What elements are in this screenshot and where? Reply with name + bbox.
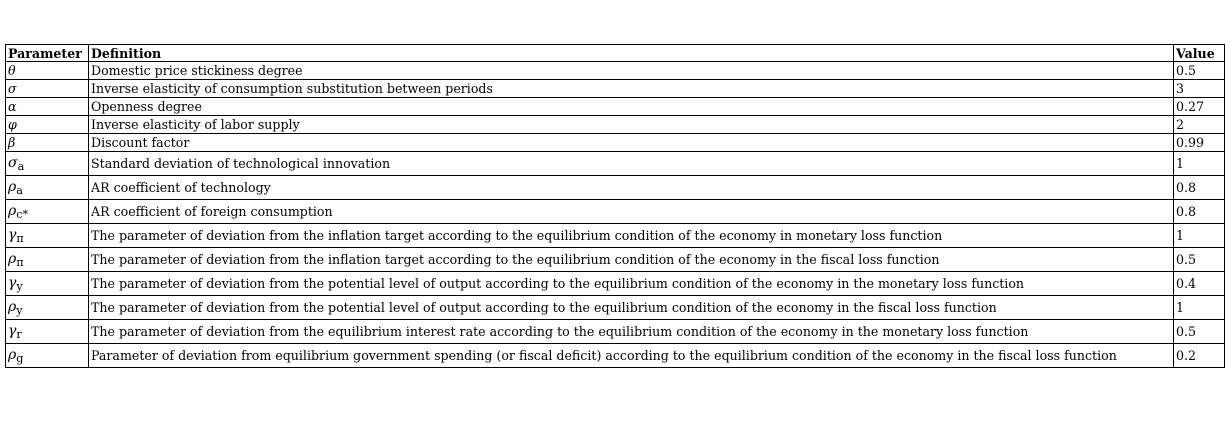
value-cell: 1	[1174, 296, 1225, 320]
symbol-base: α	[8, 99, 17, 114]
value-cell: 0.5	[1174, 248, 1225, 272]
table-body	[6, 62, 1225, 368]
parameter-symbol	[8, 203, 28, 219]
definition-cell: Parameter of deviation from equilibrium government spending (or fiscal deficit) according to the equilibrium condition of the economy in the fiscal loss function	[89, 344, 1174, 368]
definition-cell: The parameter of deviation from the inflation target according to the equilibrium condition of the economy in the fiscal loss function	[89, 248, 1174, 272]
definition-cell: AR coefficient of technology	[89, 176, 1174, 200]
parameter-symbol	[8, 299, 23, 315]
value-cell: 1	[1174, 152, 1225, 176]
parameter-cell	[6, 224, 89, 248]
table-row	[6, 80, 1225, 98]
symbol-base: θ	[8, 63, 16, 78]
parameter-symbol	[8, 347, 23, 363]
parameter-symbol	[8, 227, 24, 243]
parameter-cell	[6, 176, 89, 200]
value-cell: 2	[1174, 116, 1225, 134]
symbol-base: ρ	[8, 202, 17, 219]
symbol-subscript: c*	[16, 207, 29, 221]
table-row	[6, 176, 1225, 200]
parameter-cell	[6, 320, 89, 344]
parameter-symbol	[8, 179, 23, 195]
definition-cell: The parameter of deviation from the inflation target according to the equilibrium condition of the economy in monetary loss function	[89, 224, 1174, 248]
parameter-cell	[6, 152, 89, 176]
table-row	[6, 134, 1225, 152]
parameter-symbol	[8, 117, 17, 132]
parameter-cell	[6, 98, 89, 116]
table-row	[6, 320, 1225, 344]
value-cell: 0.5	[1174, 62, 1225, 80]
symbol-subscript: g	[16, 351, 24, 365]
table-row	[6, 116, 1225, 134]
value-cell: 0.8	[1174, 176, 1225, 200]
parameter-cell	[6, 80, 89, 98]
value-cell: 0.8	[1174, 200, 1225, 224]
value-cell: 0.2	[1174, 344, 1225, 368]
definition-cell: Inverse elasticity of consumption substitution between periods	[89, 80, 1174, 98]
table-row	[6, 224, 1225, 248]
parameter-cell	[6, 200, 89, 224]
parameter-symbol	[8, 63, 16, 78]
definition-cell: Openness degree	[89, 98, 1174, 116]
symbol-base: φ	[8, 117, 17, 132]
parameter-cell	[6, 116, 89, 134]
parameter-cell	[6, 134, 89, 152]
symbol-subscript: π	[16, 255, 24, 269]
parameter-symbol	[8, 81, 17, 96]
definition-cell: The parameter of deviation from the equilibrium interest rate according to the equilibrium condition of the economy in the monetary loss function	[89, 320, 1174, 344]
table-row	[6, 248, 1225, 272]
symbol-subscript: y	[16, 303, 23, 317]
parameter-symbol	[8, 323, 22, 339]
definition-cell: The parameter of deviation from the potential level of output according to the equilibrium condition of the economy in the monetary loss function	[89, 272, 1174, 296]
value-cell: 0.27	[1174, 98, 1225, 116]
header-value: Value	[1174, 45, 1225, 62]
parameter-cell	[6, 296, 89, 320]
table-row	[6, 272, 1225, 296]
definition-cell: The parameter of deviation from the potential level of output according to the equilibrium condition of the economy in the fiscal loss function	[89, 296, 1174, 320]
symbol-base: ρ	[8, 298, 17, 315]
value-cell: 0.99	[1174, 134, 1225, 152]
table-row	[6, 62, 1225, 80]
table-row	[6, 200, 1225, 224]
value-cell: 1	[1174, 224, 1225, 248]
symbol-subscript: π	[16, 231, 24, 245]
parameter-cell	[6, 62, 89, 80]
definition-cell: Domestic price stickiness degree	[89, 62, 1174, 80]
symbol-subscript: a	[17, 159, 25, 173]
table-row	[6, 296, 1225, 320]
header-definition: Definition	[89, 45, 1174, 62]
parameter-cell	[6, 248, 89, 272]
header-parameter: Parameter	[6, 45, 89, 62]
symbol-base: ρ	[8, 250, 17, 267]
symbol-base: β	[8, 135, 16, 150]
value-cell: 3	[1174, 80, 1225, 98]
parameter-table	[5, 44, 1225, 368]
symbol-base: σ	[8, 81, 17, 96]
symbol-base: ρ	[8, 346, 17, 363]
symbol-subscript: a	[16, 183, 23, 197]
value-cell: 0.4	[1174, 272, 1225, 296]
symbol-base: γ	[8, 322, 17, 339]
parameter-symbol	[8, 275, 23, 291]
parameter-symbol	[8, 135, 15, 150]
table-row	[6, 344, 1225, 368]
symbol-base: σ	[8, 154, 18, 171]
parameter-symbol	[8, 99, 17, 114]
parameter-symbol	[8, 251, 24, 267]
symbol-subscript: r	[16, 327, 22, 341]
symbol-base: γ	[8, 274, 17, 291]
parameter-symbol	[8, 155, 24, 171]
definition-cell: AR coefficient of foreign consumption	[89, 200, 1174, 224]
definition-cell: Standard deviation of technological innovation	[89, 152, 1174, 176]
symbol-base: γ	[8, 226, 17, 243]
symbol-base: ρ	[8, 178, 17, 195]
header-row	[6, 45, 1225, 62]
definition-cell: Inverse elasticity of labor supply	[89, 116, 1174, 134]
table-row	[6, 98, 1225, 116]
symbol-subscript: y	[16, 279, 23, 293]
table-row	[6, 152, 1225, 176]
parameter-cell	[6, 344, 89, 368]
definition-cell: Discount factor	[89, 134, 1174, 152]
parameter-cell	[6, 272, 89, 296]
value-cell: 0.5	[1174, 320, 1225, 344]
